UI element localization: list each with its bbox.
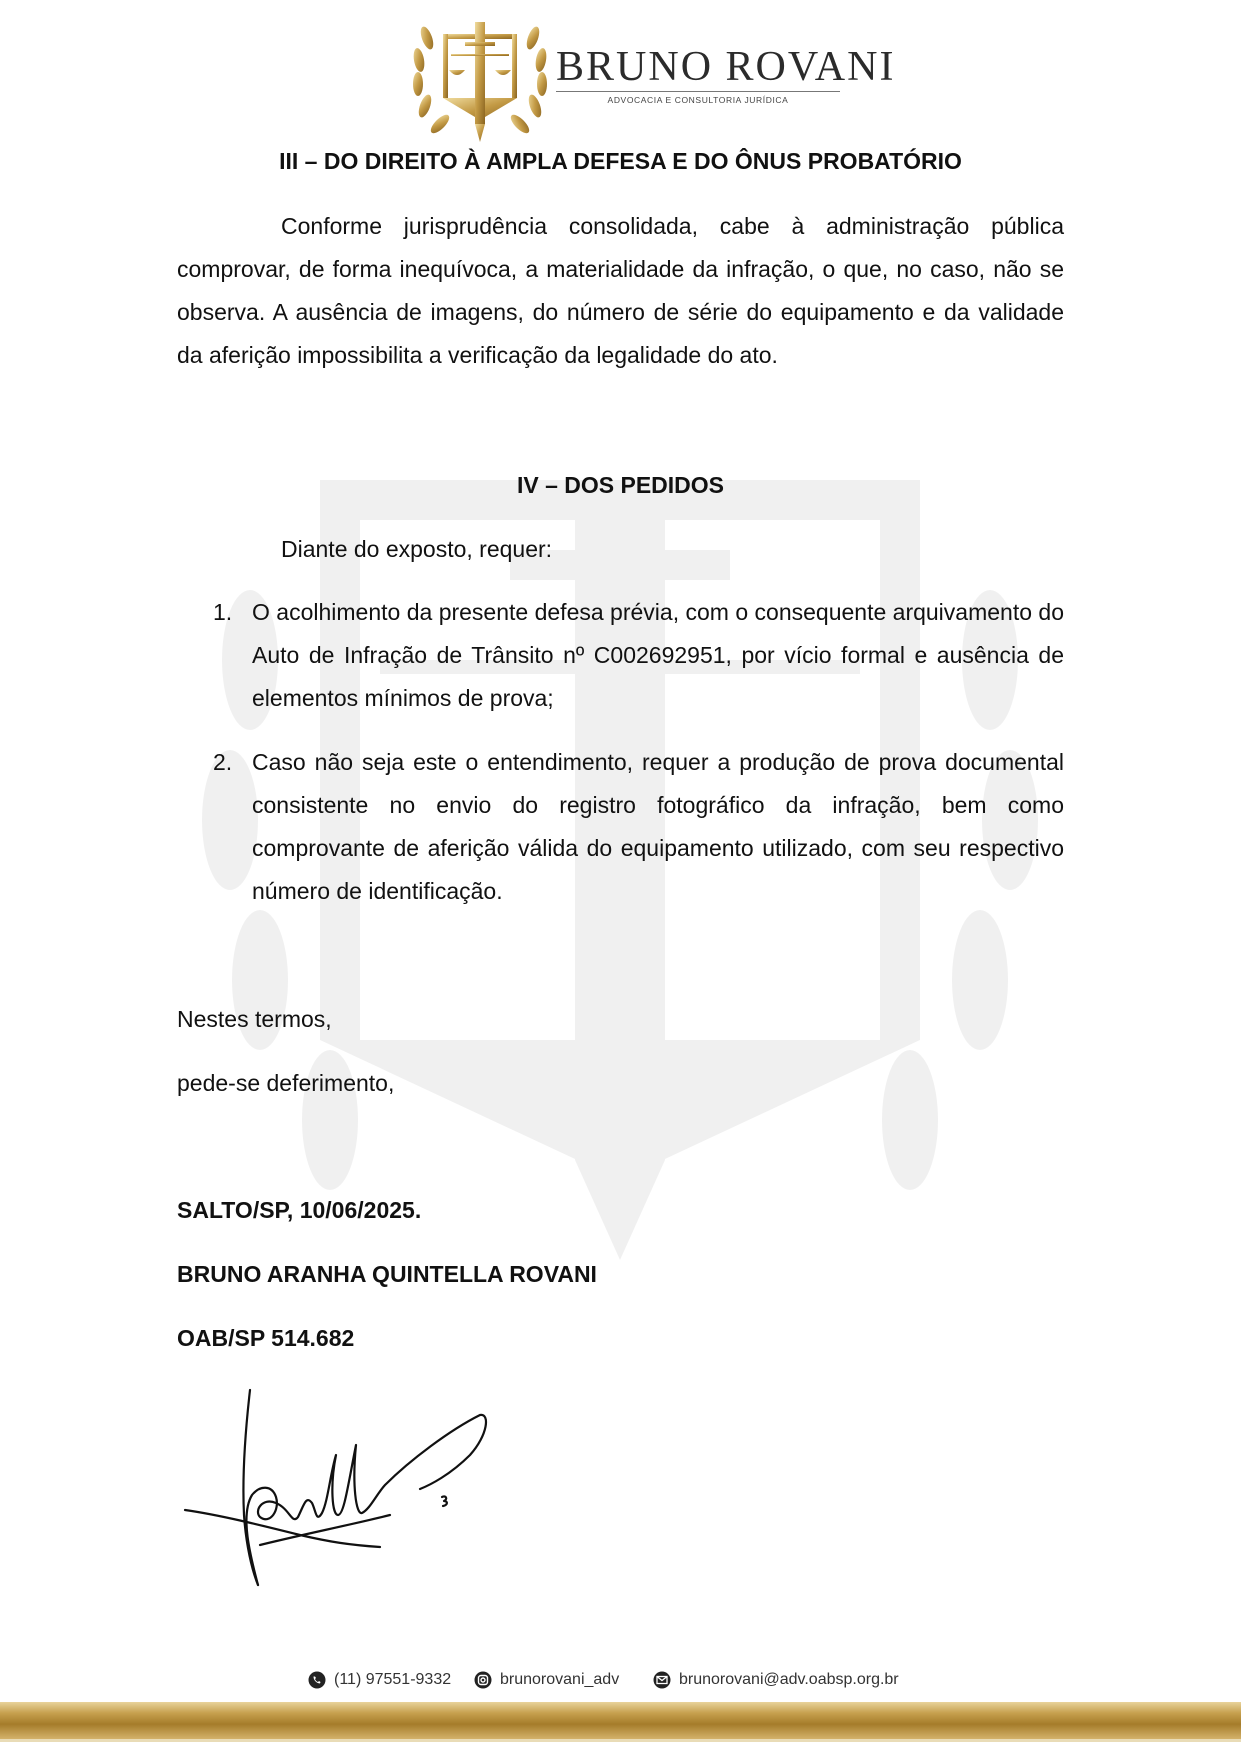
closing-line-2: pede-se deferimento, <box>177 1070 395 1096</box>
list-item-text: O acolhimento da presente defesa prévia, com o consequente arquivamento do Auto de Infração de Trânsito nº C002692951, por vício formal e ausência de elementos mínimos de prova; <box>252 599 1064 711</box>
contact-instagram <box>473 1667 619 1693</box>
instagram-icon <box>473 1670 493 1690</box>
law-firm-emblem-icon <box>405 8 555 150</box>
list-item <box>177 741 1064 913</box>
contact-email <box>652 1667 899 1693</box>
instagram-text: brunorovani_adv <box>500 1671 620 1688</box>
list-item <box>177 591 1064 720</box>
contact-phone <box>307 1667 451 1693</box>
phone-text: (11) 97551-9332 <box>334 1671 452 1688</box>
signer-name: BRUNO ARANHA QUINTELLA ROVANI <box>177 1261 597 1287</box>
footer-gold-underline <box>0 1739 1241 1742</box>
section-title-iii: III – DO DIREITO À AMPLA DEFESA E DO ÔNUS PROBATÓRIO <box>279 148 962 174</box>
section-iii-paragraph: Conforme jurisprudência consolidada, cabe à administração pública comprovar, de forma inequívoca, a materialidade da infração, o que, no caso, não se observa. A ausência de imagens, do número de série do equipamento e da validade da aferição impossibilita a verificação da legalidade do ato. <box>177 213 1064 368</box>
closing-line-1: Nestes termos, <box>177 1006 332 1032</box>
place-date: SALTO/SP, 10/06/2025. <box>177 1197 422 1223</box>
section-iv-intro: Diante do exposto, requer: <box>281 536 553 562</box>
list-item-number: 1. <box>213 599 233 625</box>
whatsapp-icon <box>307 1670 327 1690</box>
list-item-text: Caso não seja este o entendimento, requer a produção de prova documental consistente no envio do registro fotográfico da infração, bem como comprovante de aferição válida do equipamento utilizado, com seu respectivo número de identificação. <box>252 749 1064 904</box>
footer-gold-bar <box>0 1702 1241 1739</box>
email-text: brunorovani@adv.oabsp.org.br <box>679 1671 899 1688</box>
oab-number: OAB/SP 514.682 <box>177 1325 355 1351</box>
brand-divider <box>556 91 840 92</box>
email-icon <box>652 1670 672 1690</box>
list-item-number: 2. <box>213 749 233 775</box>
brand-name: BRUNO ROVANI <box>556 44 896 90</box>
footer-contacts <box>0 1667 1241 1693</box>
brand-tagline: ADVOCACIA E CONSULTORIA JURÍDICA <box>607 95 789 105</box>
handwritten-signature <box>180 1385 520 1590</box>
requests-list <box>177 591 1064 913</box>
section-title-iv: IV – DOS PEDIDOS <box>516 472 725 498</box>
